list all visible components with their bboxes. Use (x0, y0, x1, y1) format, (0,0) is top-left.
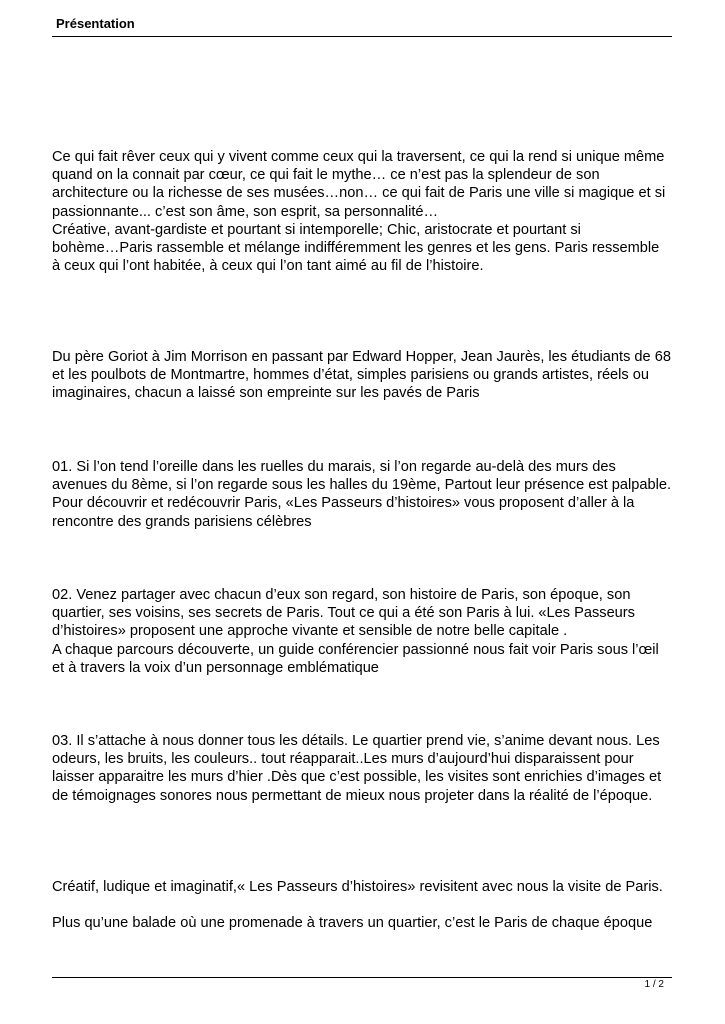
paragraph-figures: Du père Goriot à Jim Morrison en passant par Edward Hopper, Jean Jaurès, les étudiants de 68 et les poulbots de Montmartre, hommes d’état, simples parisiens ou grands artistes, réels ou imaginaires, chacun a laissé son empreinte sur les pavés de Paris (52, 349, 671, 402)
page-title: Présentation (56, 16, 135, 31)
paragraph-creatif: Créatif, ludique et imaginatif,« Les Passeurs d’histoires» revisitent avec nous la visite de Paris. (52, 879, 663, 895)
page-header (52, 14, 672, 37)
page-footer (52, 977, 672, 990)
paragraph-02: 02. Venez partager avec chacun d’eux son regard, son histoire de Paris, son époque, son quartier, ses voisins, ses secrets de Paris. Tout ce qui a été son Paris à lui. «Les Passeurs d’histoires» proposent une approche vivante et sensible de notre belle capitale . A chaque parcours découverte, un guide conférencier passionné nous fait voir Paris sous l’œil et à travers la voix d’un personnage emblématique (52, 587, 659, 676)
paragraph-01: 01. Si l’on tend l’oreille dans les ruelles du marais, si l’on regarde au-delà des murs des avenues du 8ème, si l’on regarde sous les halles du 19ème, Partout leur présence est palpable. Pour découvrir et redécouvrir Paris, «Les Passeurs d’histoires» vous proposent d’aller à la rencontre des grands parisiens célèbres (52, 459, 671, 530)
page-number: 1 / 2 (644, 979, 664, 990)
paragraph-balade: Plus qu’une balade où une promenade à travers un quartier, c’est le Paris de chaque époque (52, 915, 653, 931)
paragraph-intro: Ce qui fait rêver ceux qui y vivent comme ceux qui la traversent, ce qui la rend si unique même quand on la connait par cœur, ce qui fait le mythe… ce n’est pas la splendeur de son architecture ou la richesse de ses musées…non… ce qui fait de Paris une ville si magique et si passionnante... c’est son âme, son esprit, sa personnalité… Créative, avant-gardiste et pourtant si intemporelle; Chic, aristocrate et pourtant si bohème…Paris rassemble et mélange indifféremment les genres et les gens. Paris ressemble à ceux qui l’ont habitée, à ceux qui l’on tant aimé au fil de l’histoire. (52, 149, 666, 275)
paragraph-03: 03. Il s’attache à nous donner tous les détails. Le quartier prend vie, s’anime devant nous. Les odeurs, les bruits, les couleurs.. tout réapparait..Les murs d’aujourd’hui disparaissent pour laisser apparaitre les murs d’hier .Dès que c’est possible, les visites sont enrichies d’images et de témoignages sonores nous permettant de mieux nous projeter dans la réalité de l’époque. (52, 733, 662, 804)
